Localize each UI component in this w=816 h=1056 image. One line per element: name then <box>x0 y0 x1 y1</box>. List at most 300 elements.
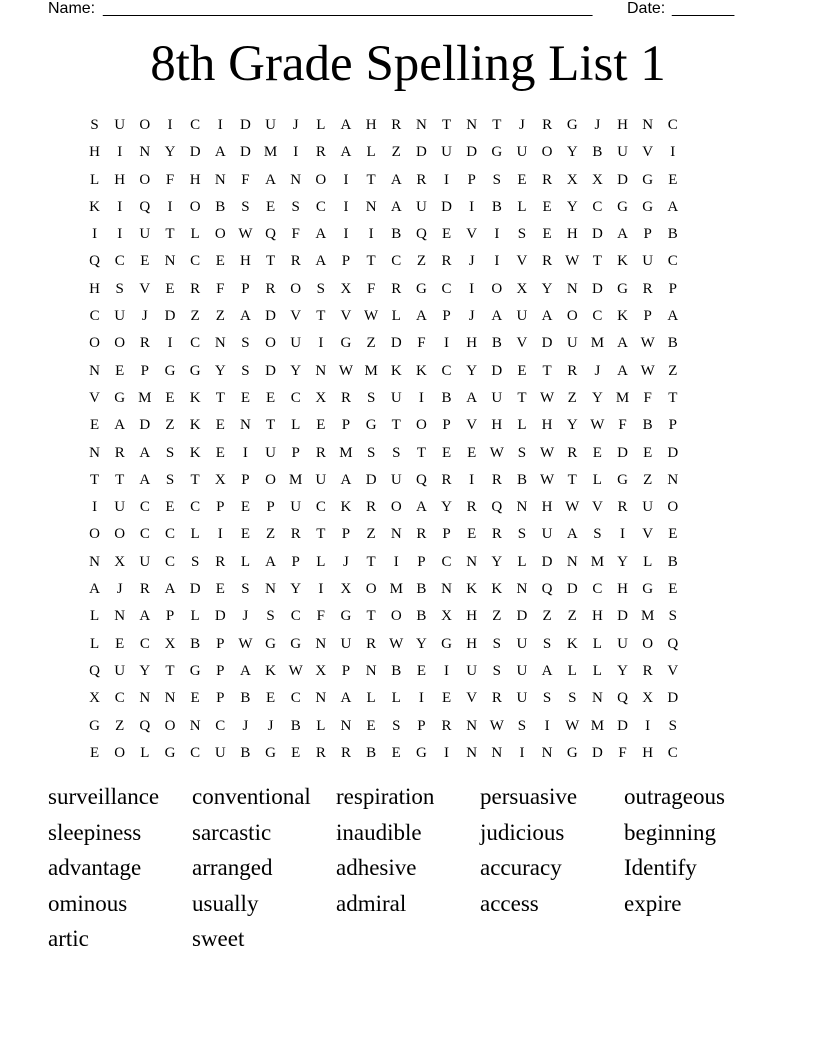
grid-letter: Z <box>567 389 577 406</box>
grid-letter: J <box>242 717 249 734</box>
word-bank <box>48 780 768 958</box>
grid-row <box>82 740 736 767</box>
grid-letter: C <box>441 280 452 297</box>
grid-letter: Q <box>617 690 628 707</box>
grid-letter: G <box>617 198 628 215</box>
grid-letter: B <box>240 690 251 707</box>
grid-letter: G <box>189 662 201 679</box>
grid-letter: O <box>214 226 226 243</box>
grid-letter: L <box>592 471 602 488</box>
grid-letter: Y <box>466 362 478 379</box>
grid-letter: G <box>365 417 377 434</box>
grid-letter: S <box>266 608 275 625</box>
grid-letter: S <box>542 690 552 707</box>
grid-letter: Z <box>366 335 376 352</box>
word-bank-item: Identify <box>624 855 697 880</box>
grid-letter: K <box>189 444 201 461</box>
grid-letter: I <box>167 117 173 133</box>
grid-letter: S <box>517 226 527 243</box>
grid-letter: J <box>468 308 475 325</box>
grid-letter: O <box>365 581 377 598</box>
grid-letter: H <box>541 417 553 434</box>
grid-letter: O <box>642 635 654 652</box>
grid-letter: A <box>89 581 100 598</box>
grid-letter: R <box>114 444 125 461</box>
grid-letter: F <box>417 335 426 352</box>
grid-letter: P <box>341 417 351 434</box>
grid-letter: N <box>315 635 327 652</box>
grid-letter: U <box>566 335 578 352</box>
grid-letter: O <box>139 171 151 188</box>
grid-letter: J <box>116 581 123 598</box>
grid-letter: I <box>494 226 500 243</box>
grid-letter: U <box>114 117 126 133</box>
grid-letter: E <box>115 362 125 379</box>
grid-letter: I <box>217 117 223 133</box>
grid-letter: E <box>467 526 477 543</box>
grid-letter: R <box>441 717 452 734</box>
word-bank-item: admiral <box>336 890 407 916</box>
grid-letter: D <box>591 744 603 761</box>
grid-letter: H <box>591 608 603 625</box>
header-line <box>48 0 748 20</box>
grid-letter: U <box>290 499 302 516</box>
grid-letter: N <box>315 362 327 379</box>
grid-letter: R <box>366 499 377 516</box>
grid-letter: E <box>240 526 250 543</box>
grid-letter: A <box>239 662 251 679</box>
grid-letter: E <box>441 690 452 707</box>
grid-letter: Q <box>139 717 151 734</box>
grid-letter: Q <box>415 471 427 488</box>
grid-letter: Z <box>190 308 200 325</box>
grid-letter: Y <box>164 144 176 161</box>
grid-letter: U <box>265 117 276 133</box>
grid-letter: W <box>338 362 354 379</box>
word-bank-item: outrageous <box>624 784 725 809</box>
grid-letter: X <box>566 171 578 188</box>
grid-letter: G <box>89 717 100 734</box>
grid-letter: R <box>542 117 553 133</box>
grid-letter: M <box>339 444 353 461</box>
grid-letter: L <box>366 690 376 707</box>
grid-letter: P <box>442 417 451 434</box>
grid-letter: A <box>139 471 151 488</box>
grid-letter: X <box>89 690 100 707</box>
grid-letter: A <box>239 308 251 325</box>
grid-letter: I <box>444 335 450 352</box>
grid-letter: O <box>164 717 176 734</box>
grid-letter: B <box>366 744 377 761</box>
grid-letter: O <box>89 335 100 352</box>
grid-row <box>82 385 736 412</box>
grid-letter: E <box>140 253 150 270</box>
grid-row <box>82 412 736 439</box>
grid-letter: D <box>189 144 201 161</box>
grid-letter: Q <box>491 499 503 516</box>
grid-letter: S <box>492 635 501 652</box>
grid-letter: F <box>618 744 627 761</box>
grid-letter: Y <box>441 499 452 516</box>
grid-letter: G <box>415 280 427 297</box>
grid-letter: N <box>365 198 377 215</box>
grid-letter: A <box>415 499 427 516</box>
grid-letter: W <box>565 717 580 734</box>
grid-row <box>82 221 736 248</box>
grid-letter: E <box>441 444 452 461</box>
page-title: 8th Grade Spelling List 1 <box>150 36 666 92</box>
grid-letter: H <box>189 171 201 188</box>
grid-letter: T <box>316 526 326 543</box>
grid-letter: C <box>190 117 201 133</box>
grid-letter: E <box>215 253 225 270</box>
grid-letter: U <box>491 389 503 406</box>
grid-letter: B <box>642 417 653 434</box>
grid-letter: N <box>239 417 251 434</box>
grid-row <box>82 576 736 603</box>
grid-letter: K <box>390 362 402 379</box>
grid-letter: S <box>517 526 527 543</box>
grid-letter: J <box>594 362 601 379</box>
grid-letter: L <box>190 526 200 543</box>
grid-letter: L <box>517 198 527 215</box>
grid-letter: C <box>667 117 678 133</box>
grid-letter: T <box>366 608 376 625</box>
grid-letter: A <box>315 226 327 243</box>
grid-letter: F <box>366 280 376 297</box>
grid-letter: D <box>667 444 679 461</box>
grid-letter: M <box>289 471 303 488</box>
grid-letter: R <box>642 662 653 679</box>
grid-letter: B <box>441 389 452 406</box>
grid-letter: Q <box>139 198 151 215</box>
grid-letter: E <box>366 717 376 734</box>
grid-letter: J <box>141 308 148 325</box>
grid-letter: G <box>290 635 302 652</box>
grid-letter: E <box>215 581 225 598</box>
grid-letter: P <box>467 171 476 188</box>
grid-letter: N <box>315 690 327 707</box>
grid-letter: A <box>617 335 628 352</box>
grid-letter: X <box>441 608 452 625</box>
grid-letter: S <box>190 553 200 570</box>
grid-letter: S <box>517 717 527 734</box>
grid-letter: P <box>643 308 652 325</box>
grid-letter: F <box>165 171 175 188</box>
grid-letter: H <box>365 117 377 133</box>
grid-letter: T <box>366 553 376 570</box>
grid-letter: U <box>415 198 427 215</box>
grid-row <box>82 139 736 166</box>
grid-letter: B <box>667 226 678 243</box>
grid-letter: S <box>392 444 401 461</box>
grid-letter: D <box>239 144 251 161</box>
grid-letter: E <box>265 690 276 707</box>
grid-letter: R <box>491 471 502 488</box>
grid-letter: P <box>216 635 225 652</box>
grid-letter: U <box>315 471 327 488</box>
grid-letter: X <box>114 553 126 570</box>
grid-letter: P <box>442 308 451 325</box>
grid-letter: H <box>541 499 553 516</box>
grid-letter: B <box>491 335 502 352</box>
grid-row <box>82 713 736 740</box>
grid-letter: A <box>139 608 151 625</box>
grid-letter: M <box>389 581 403 598</box>
grid-letter: B <box>416 608 427 625</box>
grid-letter: N <box>89 444 100 461</box>
grid-letter: C <box>139 635 150 652</box>
grid-letter: E <box>165 389 175 406</box>
grid-letter: U <box>617 144 628 161</box>
grid-letter: I <box>167 198 173 215</box>
grid-letter: I <box>469 471 475 488</box>
grid-letter: C <box>441 362 452 379</box>
grid-letter: B <box>416 581 427 598</box>
grid-letter: B <box>391 226 402 243</box>
grid-letter: T <box>542 362 552 379</box>
grid-letter: O <box>114 335 126 352</box>
grid-letter: T <box>366 171 376 188</box>
grid-letter: L <box>592 635 602 652</box>
grid-letter: N <box>265 581 276 598</box>
grid-letter: L <box>643 553 653 570</box>
grid-letter: O <box>491 280 503 297</box>
grid-letter: C <box>190 499 201 516</box>
grid-letter: D <box>566 581 578 598</box>
grid-letter: S <box>492 171 501 188</box>
grid-letter: S <box>115 280 124 297</box>
grid-letter: B <box>667 553 678 570</box>
grid-letter: C <box>114 253 125 270</box>
grid-letter: P <box>668 417 677 434</box>
grid-letter: O <box>390 608 402 625</box>
grid-letter: G <box>617 280 628 297</box>
grid-letter: W <box>565 499 580 516</box>
grid-letter: U <box>290 335 302 352</box>
grid-letter: P <box>165 608 175 625</box>
grid-letter: Z <box>165 417 175 434</box>
grid-letter: N <box>466 744 478 761</box>
grid-letter: C <box>315 198 326 215</box>
grid-letter: R <box>265 280 276 297</box>
grid-letter: F <box>316 608 325 625</box>
grid-row <box>82 167 736 194</box>
grid-letter: F <box>241 171 250 188</box>
grid-letter: E <box>467 444 477 461</box>
grid-letter: C <box>190 335 201 352</box>
grid-letter: A <box>466 389 478 406</box>
grid-letter: M <box>640 608 655 625</box>
grid-letter: R <box>391 280 402 297</box>
grid-letter: E <box>115 635 125 652</box>
grid-letter: D <box>265 362 276 379</box>
grid-letter: N <box>189 717 201 734</box>
grid-letter: E <box>542 226 552 243</box>
grid-letter: P <box>216 662 225 679</box>
grid-letter: I <box>444 171 450 188</box>
grid-letter: J <box>292 117 299 133</box>
grid-letter: S <box>316 280 325 297</box>
grid-letter: A <box>617 226 628 243</box>
name-blank: _______________________________________________________ <box>103 0 593 17</box>
grid-letter: I <box>469 280 475 297</box>
grid-letter: U <box>340 635 352 652</box>
grid-letter: L <box>89 171 100 188</box>
grid-letter: O <box>265 471 276 488</box>
grid-letter: T <box>215 389 225 406</box>
grid-letter: Y <box>290 362 302 379</box>
grid-letter: Y <box>566 144 578 161</box>
grid-letter: C <box>290 389 301 406</box>
grid-row <box>82 303 736 330</box>
grid-row <box>82 330 736 357</box>
grid-letter: R <box>215 553 226 570</box>
grid-letter: M <box>590 717 605 734</box>
grid-letter: D <box>541 553 553 570</box>
grid-letter: I <box>92 226 98 243</box>
grid-letter: G <box>566 117 578 133</box>
grid-letter: O <box>390 499 402 516</box>
grid-letter: G <box>642 171 654 188</box>
grid-letter: N <box>164 690 176 707</box>
grid-letter: W <box>590 417 605 434</box>
grid-letter: V <box>667 662 679 679</box>
grid-letter: I <box>167 335 173 352</box>
word-bank-item: sweet <box>192 926 245 951</box>
grid-letter: E <box>668 171 678 188</box>
grid-letter: N <box>415 117 427 133</box>
grid-letter: H <box>466 335 478 352</box>
grid-letter: P <box>643 226 652 243</box>
grid-letter: T <box>165 662 175 679</box>
grid-letter: L <box>140 744 150 761</box>
grid-letter: Z <box>391 144 401 161</box>
grid-letter: O <box>566 308 578 325</box>
grid-letter: Y <box>541 280 553 297</box>
grid-letter: R <box>315 144 326 161</box>
grid-letter: C <box>215 717 226 734</box>
grid-letter: W <box>540 444 555 461</box>
grid-letter: V <box>516 335 528 352</box>
grid-letter: G <box>566 744 578 761</box>
grid-row <box>82 494 736 521</box>
grid-letter: H <box>617 581 628 598</box>
grid-letter: W <box>288 662 303 679</box>
grid-letter: S <box>542 635 552 652</box>
grid-letter: R <box>642 280 653 297</box>
grid-letter: T <box>316 308 326 325</box>
grid-letter: J <box>343 553 349 570</box>
word-bank-item: sleepiness <box>48 819 142 845</box>
grid-letter: R <box>391 117 402 133</box>
grid-letter: L <box>391 690 401 707</box>
grid-letter: W <box>238 635 253 652</box>
grid-letter: R <box>315 744 326 761</box>
grid-letter: G <box>340 335 352 352</box>
word-bank-item: access <box>480 890 539 916</box>
grid-letter: U <box>516 144 528 161</box>
grid-letter: U <box>114 499 126 516</box>
grid-letter: N <box>466 553 478 570</box>
grid-letter: T <box>517 389 527 406</box>
grid-letter: E <box>190 690 200 707</box>
grid-letter: U <box>390 389 402 406</box>
grid-letter: U <box>642 499 654 516</box>
grid-letter: K <box>566 635 578 652</box>
grid-letter: D <box>617 444 628 461</box>
grid-letter: D <box>491 362 503 379</box>
grid-letter: N <box>441 581 452 598</box>
grid-letter: E <box>592 444 602 461</box>
grid-letter: K <box>189 389 201 406</box>
grid-letter: B <box>592 144 603 161</box>
grid-letter: S <box>392 717 401 734</box>
grid-letter: G <box>265 744 276 761</box>
grid-letter: I <box>343 198 349 215</box>
grid-letter: R <box>617 499 628 516</box>
grid-letter: S <box>668 608 677 625</box>
grid-letter: U <box>642 253 654 270</box>
grid-letter: N <box>89 553 100 570</box>
grid-letter: B <box>190 635 201 652</box>
grid-letter: N <box>566 280 578 297</box>
grid-letter: C <box>164 526 175 543</box>
grid-row <box>82 194 736 221</box>
grid-letter: L <box>89 608 100 625</box>
grid-letter: L <box>517 417 527 434</box>
grid-letter: U <box>516 690 528 707</box>
grid-letter: C <box>290 690 301 707</box>
grid-letter: U <box>139 553 151 570</box>
grid-letter: R <box>416 171 427 188</box>
grid-letter: U <box>516 662 528 679</box>
grid-letter: I <box>343 226 349 243</box>
grid-row <box>82 112 736 139</box>
grid-letter: Q <box>667 635 679 652</box>
grid-letter: I <box>368 226 374 243</box>
grid-letter: B <box>667 335 678 352</box>
grid-letter: Y <box>591 389 603 406</box>
grid-letter: Z <box>115 717 125 734</box>
grid-letter: D <box>239 117 251 133</box>
grid-letter: S <box>241 198 250 215</box>
grid-row <box>82 358 736 385</box>
grid-letter: O <box>667 499 679 516</box>
grid-letter: V <box>340 308 352 325</box>
grid-letter: I <box>343 171 349 188</box>
grid-letter: E <box>89 744 100 761</box>
grid-letter: Z <box>668 362 678 379</box>
grid-letter: I <box>620 526 626 543</box>
grid-letter: P <box>291 444 300 461</box>
grid-letter: K <box>415 362 427 379</box>
grid-letter: P <box>417 553 426 570</box>
grid-letter: X <box>642 690 654 707</box>
grid-letter: R <box>542 171 553 188</box>
grid-letter: S <box>165 444 175 461</box>
grid-letter: U <box>114 662 126 679</box>
grid-letter: N <box>89 362 100 379</box>
grid-letter: O <box>139 117 151 133</box>
grid-letter: E <box>265 198 276 215</box>
grid-letter: V <box>139 280 151 297</box>
grid-letter: O <box>114 744 126 761</box>
grid-letter: I <box>293 144 299 161</box>
grid-letter: N <box>390 526 402 543</box>
grid-letter: X <box>340 581 352 598</box>
grid-letter: I <box>117 144 123 161</box>
